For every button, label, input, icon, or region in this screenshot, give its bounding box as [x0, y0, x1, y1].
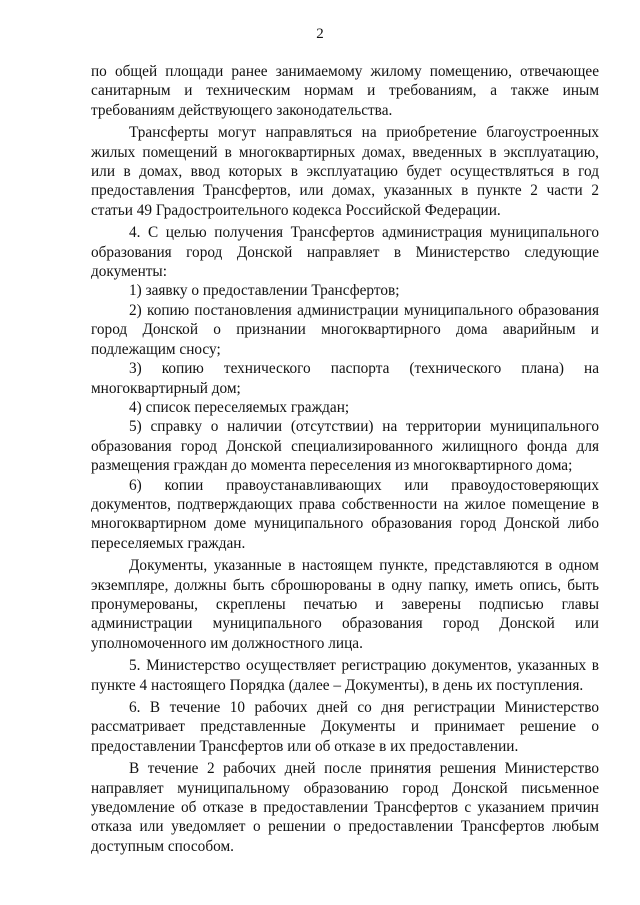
list-item-2: 2) копию постановления администрации муниципального образования город Донской о признании многоквартирного дома аварийным и подлежащим сносу;	[91, 301, 599, 358]
list-item-4: 4) список переселяемых граждан;	[129, 398, 350, 416]
list-item-3: 3) копию технического паспорта (технического плана) на многоквартирный дом;	[91, 360, 599, 397]
document-body	[91, 62, 599, 856]
list-item-1: 1) заявку о предоставлении Трансфертов;	[129, 282, 400, 300]
page-number: 2	[316, 26, 324, 42]
paragraph-documents-requirements: Документы, указанные в настоящем пункте, представляются в одном экземпляре, должны быть сброшюрованы в одну папку, иметь опись, быть пронумерованы, скреплены печатью и заверены подписью главы администрации муниципального образования город Донской или уполномоченного им должностного лица.	[91, 557, 599, 652]
list-item-5: 5) справку о наличии (отсутствии) на территории муниципального образования город Донской специализированного жилищного фонда для размещения граждан до момента переселения из многоквартирного дома;	[91, 418, 599, 475]
paragraph-item-4: 4. С целью получения Трансфертов администрация муниципального образования город Донской направляет в Министерство следующие документы:	[91, 224, 599, 281]
paragraph-transfers-purpose: Трансферты могут направляться на приобретение благоустроенных жилых помещений в многоквартирных домах, введенных в эксплуатацию, или в домах, ввод которых в эксплуатацию будет осуществляться в год предоставления Трансфертов, или домах, указанных в пункте 2 части 2 статьи 49 Градостроительного кодекса Российской Федерации.	[91, 124, 599, 219]
paragraph-continuation: по общей площади ранее занимаемому жилому помещению, отвечающее санитарным и техническим нормам и требованиям, а также иным требованиям действующего законодательства.	[91, 63, 599, 119]
paragraph-item-5: 5. Министерство осуществляет регистрацию документов, указанных в пункте 4 настоящего Порядка (далее – Документы), в день их поступления.	[91, 657, 599, 694]
list-item-6: 6) копии правоустанавливающих или правоудостоверяющих документов, подтверждающих права собственности на жилое помещение в многоквартирном доме муниципального образования город Донской либо переселяемых граждан.	[91, 476, 599, 552]
paragraph-notification: В течение 2 рабочих дней после принятия решения Министерство направляет муниципальному образованию город Донской письменное уведомление об отказе в предоставлении Трансфертов с указанием причин отказа или уведомляет о решении о предоставлении Трансфертов любым доступным способом.	[91, 760, 599, 855]
paragraph-item-6: 6. В течение 10 рабочих дней со дня регистрации Министерство рассматривает представленные Документы и принимает решение о предоставлении Трансфертов или об отказе в их предоставлении.	[91, 699, 599, 755]
